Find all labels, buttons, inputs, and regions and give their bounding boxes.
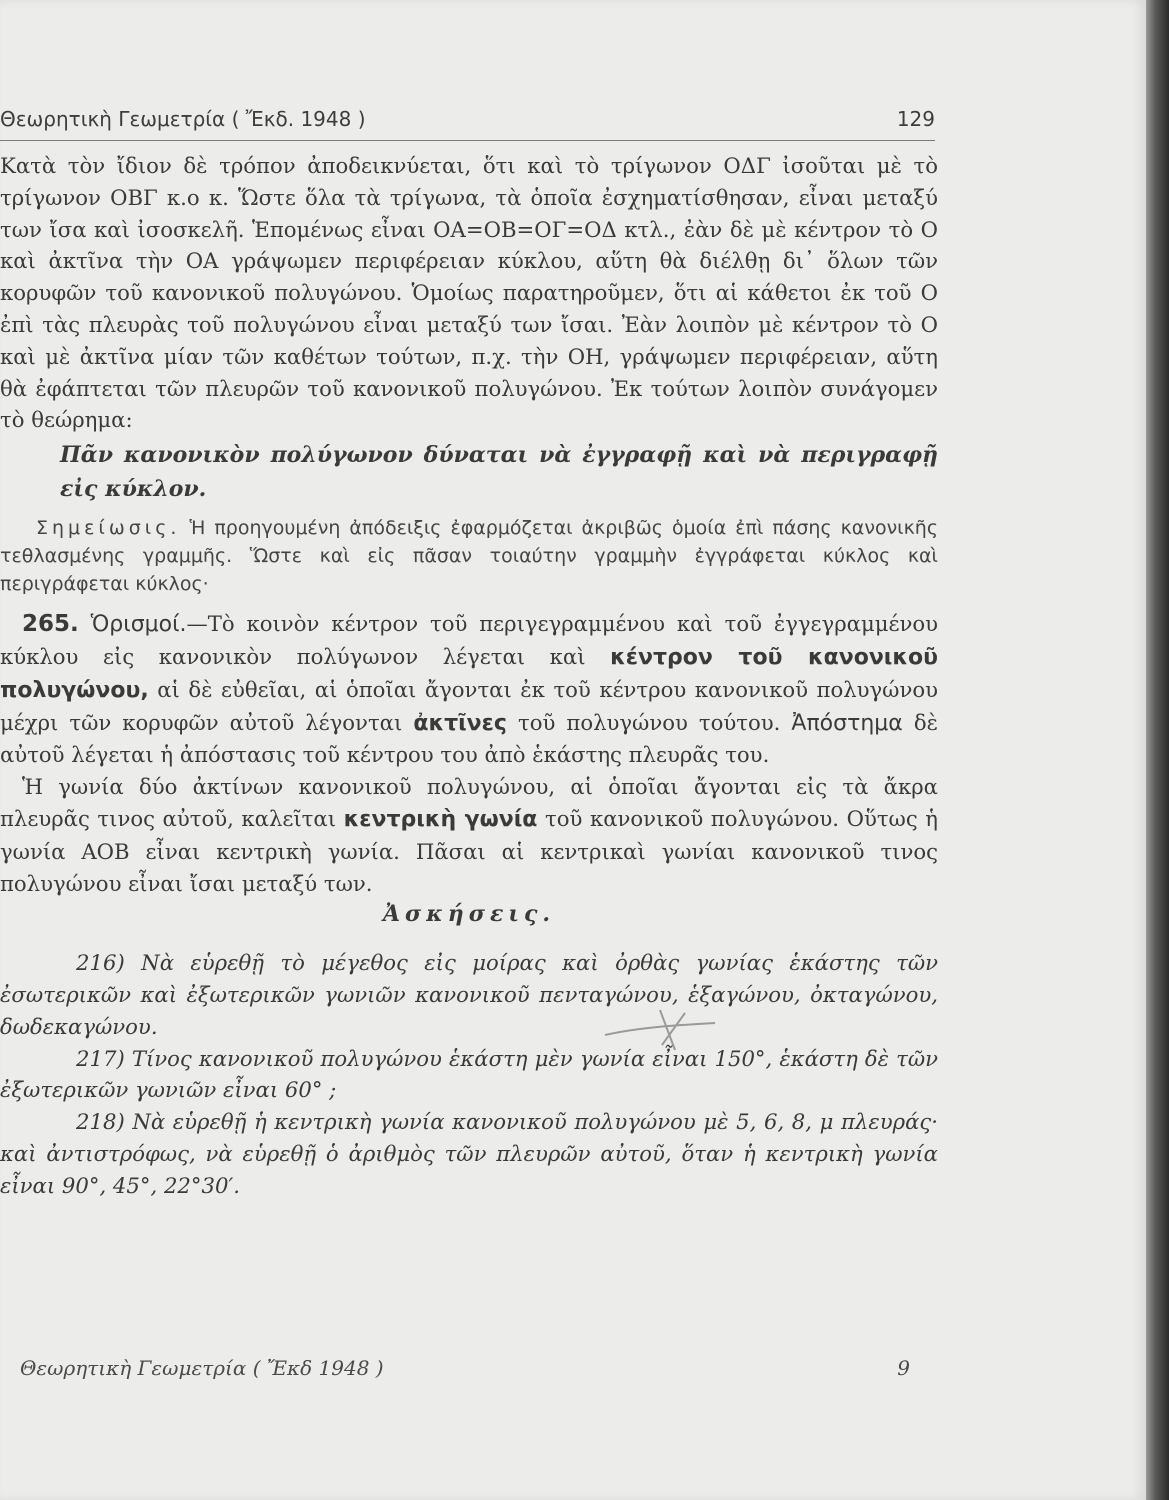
definition-text-2: αἱ δὲ εὐθεῖαι, αἱ ὁποῖαι ἄγονται ἐκ τοῦ κέντρου κανονικοῦ πολυγώνου μέχρι τῶν κορυφῶν αὐτοῦ λέγονται <box>0 676 938 735</box>
pencil-mark-icon <box>600 1005 720 1055</box>
exercise-217 <box>0 1043 938 1107</box>
term-center: κέντρον τοῦ κανονικοῦ πολυγώνου, <box>0 644 938 703</box>
theorem-statement: Πᾶν κανονικὸν πολύγωνον δύναται νὰ ἐγγραφῇ καὶ νὰ περιγραφῇ εἰς κύκλον. <box>60 442 938 503</box>
definition-title: Ὁρισμοί. <box>90 612 187 638</box>
definition-text-1: —Τὸ κοινὸν κέντρον τοῦ περιγεγραμμένου καὶ τοῦ ἐγγεγραμμένου κύκλου εἰς κανονικὸν πολύγωνον λέγεται καὶ <box>0 611 938 669</box>
paragraph-proof: Κατὰ τὸν ἴδιον δὲ τρόπον ἀποδεικνύεται, ὅτι καὶ τὸ τρίγωνον ΟΔΓ ἰσοῦται μὲ τὸ τρίγωνον ΟΒΓ κ.ο κ. Ὥστε ὅλα τὰ τρίγωνα, τὰ ὁποῖα ἐσχηματίσθησαν, εἶναι μεταξύ των ἴσα καὶ ἰσοσκελῆ. Ἑπομένως εἶναι ΟΑ=ΟΒ=ΟΓ=ΟΔ κτλ., ἐὰν δὲ μὲ κέντρον τὸ Ο καὶ ἀκτῖνα τὴν ΟΑ γράψωμεν περιφέρειαν κύκλου, αὕτη θὰ διέλθῃ δι᾿ ὅλων τῶν κορυφῶν τοῦ κανονικοῦ πολυγώνου. Ὁμοίως παρατηροῦμεν, ὅτι αἱ κάθετοι ἐκ τοῦ Ο ἐπὶ τὰς πλευρὰς τοῦ πολυγώνου εἶναι μεταξύ των ἴσαι. Ἐὰν λοιπὸν μὲ κέντρον τὸ Ο καὶ μὲ ἀκτῖνα μίαν τῶν καθέτων τούτων, π.χ. τὴν ΟΗ, γράψωμεν περιφέρειαν, αὕτη θὰ ἐφάπτεται τῶν πλευρῶν τοῦ κανονικοῦ πολυγώνου. Ἐκ τούτων λοιπὸν συνάγομεν τὸ θεώρημα: <box>0 153 938 433</box>
definition-text-3: τοῦ πολυγώνου τούτου. <box>518 709 781 735</box>
signature-number: 9 <box>897 1356 910 1380</box>
exercise-218-text: Νὰ εὑρεθῇ ἡ κεντρικὴ γωνία κανονικοῦ πολυγώνου μὲ 5, 6, 8, μ πλευράς· καὶ ἀντιστρόφως, νὰ εὑρεθῇ ὁ ἀριθμὸς τῶν πλευρῶν αὐτοῦ, ὅταν ἡ κεντρικὴ γωνία εἶναι 90°, 45°, 22°30′. <box>0 1109 938 1198</box>
definition-paragraph <box>0 608 938 771</box>
header-title: Θεωρητικὴ Γεωμετρία ( Ἔκδ. 1948 ) <box>0 107 366 131</box>
note-paragraph <box>0 514 938 598</box>
footer-title: Θεωρητικὴ Γεωμετρία ( Ἔκδ 1948 ) <box>20 1356 384 1380</box>
definition-text-4: δὲ αὐτοῦ λέγεται ἡ ἀπόστασις τοῦ κέντρου του ἀπὸ ἑκάστης πλευρᾶς του. <box>0 709 938 768</box>
exercise-217-number: 217) <box>76 1045 125 1071</box>
running-footer <box>20 1356 910 1380</box>
exercise-216 <box>0 947 938 1042</box>
term-apothem: Ἀπόστημα <box>791 710 903 736</box>
page-number: 129 <box>896 107 935 131</box>
exercise-216-text: Νὰ εὑρεθῇ τὸ μέγεθος εἰς μοίρας καὶ ὀρθὰς γωνίας ἑκάστης τῶν ἐσωτερικῶν καὶ ἐξωτερικῶν γωνιῶν κανονικοῦ πενταγώνου, ἑξαγώνου, ὀκταγώνου, δωδεκαγώνου. <box>0 950 938 1039</box>
note-text: Ἡ προηγουμένη ἀπόδειξις ἐφαρμόζεται ἀκριβῶς ὁμοία ἐπὶ πάσης κανονικῆς τεθλασμένης γραμμῆς. Ὥστε καὶ εἰς πᾶσαν τοιαύτην γραμμὴν ἐγγράφεται κύκλος καὶ περιγράφεται κύκλος· <box>0 517 938 596</box>
term-radii: ἀκτῖνες <box>413 710 507 736</box>
exercise-218 <box>0 1106 938 1201</box>
central-angle-paragraph <box>0 771 938 899</box>
central-angle-text-2: τοῦ κανονικοῦ πολυγώνου. Οὕτως ἡ γωνία ΑΟΒ εἶναι κεντρικὴ γωνία. Πᾶσαι αἱ κεντρικαὶ γωνίαι κανονικοῦ τινος πολυγώνου εἶναι ἴσαι μεταξύ των. <box>0 805 938 896</box>
running-header <box>0 107 935 131</box>
term-central-angle: κεντρικὴ γωνία <box>343 806 538 832</box>
definition-number: 265. <box>22 611 79 638</box>
central-angle-text-1: Ἡ γωνία δύο ἀκτίνων κανονικοῦ πολυγώνου, αἱ ὁποῖαι ἄγονται εἰς τὰ ἄκρα πλευρᾶς τινος αὐτοῦ, καλεῖται <box>0 774 938 831</box>
book-gutter <box>1146 0 1169 1500</box>
exercise-217-text: Τίνος κανονικοῦ πολυγώνου ἑκάστη μὲν γωνία εἶναι 150°, ἑκάστη δὲ τῶν ἐξωτερικῶν γωνιῶν εἶναι 60° ; <box>0 1045 938 1103</box>
exercise-218-number: 218) <box>76 1109 125 1135</box>
exercise-216-number: 216) <box>76 950 125 976</box>
exercises-title: Ἀσκήσεις. <box>382 901 556 928</box>
note-label: Σημείωσις. <box>36 517 181 540</box>
header-rule <box>0 140 935 141</box>
page-body <box>0 150 938 1202</box>
